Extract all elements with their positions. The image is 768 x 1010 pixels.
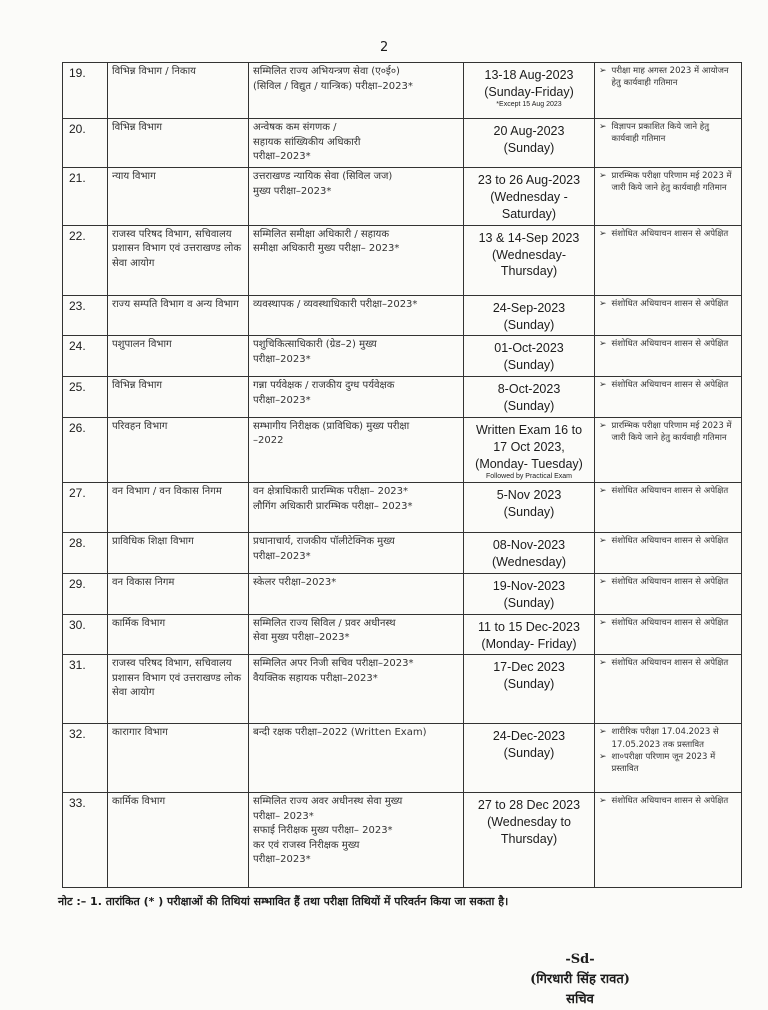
remarks-cell <box>595 483 742 533</box>
department-cell: न्याय विभाग <box>108 168 249 226</box>
exam-date-cell <box>464 655 595 724</box>
remark-item <box>599 121 737 146</box>
table-row <box>63 533 742 574</box>
department-cell: प्राविधिक शिक्षा विभाग <box>108 533 249 574</box>
exam-name-cell: अन्वेषक कम संगणक / सहायक सांख्यिकीय अधिकारी परीक्षा–2023* <box>249 119 464 168</box>
exam-date: 17-Dec 2023 (Sunday) <box>493 660 565 692</box>
exam-date: 08-Nov-2023 (Wednesday) <box>491 538 567 570</box>
remark-text: संशोधित अधियाचन शासन से अपेक्षित <box>611 380 729 391</box>
remark-text: संशोधित अधियाचन शासन से अपेक्षित <box>611 486 729 497</box>
serial-number: 21. <box>63 168 108 226</box>
exam-date-cell <box>464 336 595 377</box>
department-cell: कारागार विभाग <box>108 724 249 793</box>
department-cell: विभिन्न विभाग <box>108 377 249 418</box>
arrow-bullet-icon: ➢ <box>599 298 607 309</box>
table-row <box>63 793 742 888</box>
arrow-bullet-icon: ➢ <box>599 339 607 350</box>
table-row <box>63 63 742 119</box>
arrow-bullet-icon: ➢ <box>599 420 607 431</box>
exam-date-cell <box>464 614 595 655</box>
exam-date: Written Exam 16 to 17 Oct 2023, (Monday- Tuesday) <box>475 422 583 471</box>
department-cell: परिवहन विभाग <box>108 417 249 482</box>
remark-text: संशोधित अधियाचन शासन से अपेक्षित <box>611 658 729 669</box>
remarks-cell <box>595 724 742 793</box>
exam-date-note: Followed by Practical Exam <box>486 472 572 480</box>
document-body <box>58 62 742 1010</box>
remark-item <box>599 751 737 776</box>
exam-date-cell <box>464 225 595 295</box>
remark-text: संशोधित अधियाचन शासन से अपेक्षित <box>611 576 729 587</box>
exam-date-cell <box>464 793 595 888</box>
department-cell: वन विभाग / वन विकास निगम <box>108 483 249 533</box>
remark-text: परीक्षा माह अगस्त 2023 में आयोजन हेतु कार्यवाही गतिमान <box>611 66 729 89</box>
table-row <box>63 336 742 377</box>
serial-number: 28. <box>63 533 108 574</box>
remarks-cell <box>595 533 742 574</box>
exam-date-cell <box>464 483 595 533</box>
department-cell: वन विकास निगम <box>108 573 249 614</box>
remark-text: प्रारम्भिक परीक्षा परिणाम मई 2023 में जारी किये जाने हेतु कार्यवाही गतिमान <box>611 420 732 444</box>
serial-number: 31. <box>63 655 108 724</box>
remark-text: संशोधित अधियाचन शासन से अपेक्षित <box>611 298 729 309</box>
remark-item <box>599 485 737 498</box>
remark-item <box>599 657 737 670</box>
exam-name-cell: वन क्षेत्राधिकारी प्रारम्भिक परीक्षा– 2023* लौगिंग अधिकारी प्रारम्भिक परीक्षा– 2023* <box>249 483 464 533</box>
table-row <box>63 295 742 336</box>
exam-date: 23 to 26 Aug-2023 (Wednesday - Saturday) <box>477 173 581 221</box>
remark-text: संशोधित अधियाचन शासन से अपेक्षित <box>611 339 729 350</box>
remark-item <box>599 228 737 241</box>
remarks-cell <box>595 168 742 226</box>
exam-date: 01-Oct-2023 (Sunday) <box>494 341 564 373</box>
department-cell: कार्मिक विभाग <box>108 793 249 888</box>
exam-name-cell: सम्मिलित समीक्षा अधिकारी / सहायक समीक्षा अधिकारी मुख्य परीक्षा– 2023* <box>249 225 464 295</box>
remark-text: संशोधित अधियाचन शासन से अपेक्षित <box>611 617 729 628</box>
exam-name-cell: पशुचिकित्साधिकारी (ग्रेड–2) मुख्य परीक्षा–2023* <box>249 336 464 377</box>
remark-item <box>599 535 737 548</box>
exam-name-cell: सम्भागीय निरीक्षक (प्राविधिक) मुख्य परीक्षा –2022 <box>249 417 464 482</box>
remarks-cell <box>595 377 742 418</box>
exam-name-cell: गन्ना पर्यवेक्षक / राजकीय दुग्ध पर्यवेक्षक परीक्षा–2023* <box>249 377 464 418</box>
exam-date-cell <box>464 119 595 168</box>
remarks-cell <box>595 573 742 614</box>
exam-date-cell <box>464 724 595 793</box>
remark-item <box>599 65 737 90</box>
arrow-bullet-icon: ➢ <box>599 752 607 763</box>
table-row <box>63 119 742 168</box>
department-cell: विभिन्न विभाग / निकाय <box>108 63 249 119</box>
serial-number: 32. <box>63 724 108 793</box>
serial-number: 23. <box>63 295 108 336</box>
table-row <box>63 655 742 724</box>
exam-date-cell <box>464 533 595 574</box>
serial-number: 27. <box>63 483 108 533</box>
arrow-bullet-icon: ➢ <box>599 486 607 497</box>
remark-text: संशोधित अधियाचन शासन से अपेक्षित <box>611 228 729 239</box>
table-row <box>63 724 742 793</box>
exam-name-cell: प्रधानाचार्य, राजकीय पॉलीटेक्निक मुख्य परीक्षा–2023* <box>249 533 464 574</box>
table-row <box>63 225 742 295</box>
serial-number: 30. <box>63 614 108 655</box>
exam-date: 5-Nov 2023 (Sunday) <box>496 488 562 520</box>
remark-item <box>599 576 737 589</box>
arrow-bullet-icon: ➢ <box>599 66 607 76</box>
remarks-cell <box>595 793 742 888</box>
remark-text: संशोधित अधियाचन शासन से अपेक्षित <box>611 536 729 547</box>
arrow-bullet-icon: ➢ <box>599 171 607 181</box>
exam-date: 24-Dec-2023 (Sunday) <box>492 729 566 761</box>
exam-date-cell <box>464 295 595 336</box>
signatory-name: (गिरधारी सिंह रावत) <box>530 971 630 987</box>
arrow-bullet-icon: ➢ <box>599 727 607 738</box>
exam-name-cell: सम्मिलित अपर निजी सचिव परीक्षा–2023* वैयक्तिक सहायक परीक्षा–2023* <box>249 655 464 724</box>
department-cell: पशुपालन विभाग <box>108 336 249 377</box>
page-number: 2 <box>380 40 389 55</box>
remarks-cell <box>595 614 742 655</box>
signature-block <box>520 950 640 1010</box>
exam-name-cell: सम्मिलित राज्य अवर अधीनस्थ सेवा मुख्य परीक्षा– 2023* सफाई निरीक्षक मुख्य परीक्षा– 2023* कर एवं राजस्व निरीक्षक मुख्य परीक्षा–2023* <box>249 793 464 888</box>
table-row <box>63 573 742 614</box>
serial-number: 26. <box>63 417 108 482</box>
remarks-cell <box>595 225 742 295</box>
exam-date: 19-Nov-2023 (Sunday) <box>492 578 566 610</box>
exam-name-cell: सम्मिलित राज्य अभियन्त्रण सेवा (ए०ई०) (सिविल / विद्युत / यान्त्रिक) परीक्षा–2023* <box>249 63 464 119</box>
signed-mark: -Sd- <box>565 951 595 967</box>
remark-item <box>599 298 737 311</box>
footnote: नोट :– 1. तारांकित (* ) परीक्षाओं की तिथियां सम्भावित हैं तथा परीक्षा तिथियों में परिवर्तन किया जा सकता है। <box>58 895 509 909</box>
exam-name-cell: स्केलर परीक्षा–2023* <box>249 573 464 614</box>
table-row <box>63 168 742 226</box>
exam-name-cell: व्यवस्थापक / व्यवस्थाधिकारी परीक्षा–2023* <box>249 295 464 336</box>
remark-text: विज्ञापन प्रकाशित किये जाने हेतु कार्यवाही गतिमान <box>611 122 710 145</box>
arrow-bullet-icon: ➢ <box>599 380 607 391</box>
table-row <box>63 483 742 533</box>
exam-schedule-table <box>62 62 742 888</box>
exam-date: 13-18 Aug-2023 (Sunday-Friday) <box>484 68 574 99</box>
remark-text: शा०परीक्षा परिणाम जून 2023 में प्रस्तावित <box>611 752 716 775</box>
exam-date-cell <box>464 573 595 614</box>
serial-number: 22. <box>63 225 108 295</box>
exam-date-note: *Except 15 Aug 2023 <box>496 100 562 108</box>
table-row <box>63 614 742 655</box>
remark-item <box>599 379 737 392</box>
department-cell: राजस्व परिषद विभाग, सचिवालय प्रशासन विभाग एवं उत्तराखण्ड लोक सेवा आयोग <box>108 655 249 724</box>
serial-number: 33. <box>63 793 108 888</box>
arrow-bullet-icon: ➢ <box>599 228 607 239</box>
exam-date-cell <box>464 168 595 226</box>
exam-name-cell: उत्तराखण्ड न्यायिक सेवा (सिविल जज) मुख्य परीक्षा–2023* <box>249 168 464 226</box>
serial-number: 20. <box>63 119 108 168</box>
serial-number: 19. <box>63 63 108 119</box>
remarks-cell <box>595 119 742 168</box>
arrow-bullet-icon: ➢ <box>599 536 607 547</box>
serial-number: 29. <box>63 573 108 614</box>
exam-date: 24-Sep-2023 (Sunday) <box>492 300 566 332</box>
exam-name-cell: सम्मिलित राज्य सिविल / प्रवर अधीनस्थ सेवा मुख्य परीक्षा–2023* <box>249 614 464 655</box>
remark-item <box>599 726 737 751</box>
exam-name-cell: बन्दी रक्षक परीक्षा–2022 (Written Exam) <box>249 724 464 793</box>
remark-item <box>599 795 737 808</box>
arrow-bullet-icon: ➢ <box>599 796 607 807</box>
table-row <box>63 417 742 482</box>
remarks-cell <box>595 655 742 724</box>
remark-text: प्रारम्भिक परीक्षा परिणाम मई 2023 में जारी किये जाने हेतु कार्यवाही गतिमान <box>611 171 732 194</box>
remark-text: संशोधित अधियाचन शासन से अपेक्षित <box>611 796 729 807</box>
arrow-bullet-icon: ➢ <box>599 617 607 628</box>
exam-date: 27 to 28 Dec 2023 (Wednesday to Thursday) <box>477 798 581 847</box>
serial-number: 24. <box>63 336 108 377</box>
remarks-cell <box>595 63 742 119</box>
remarks-cell <box>595 417 742 482</box>
remark-item <box>599 617 737 630</box>
department-cell: कार्मिक विभाग <box>108 614 249 655</box>
exam-date-cell <box>464 63 595 119</box>
remarks-cell <box>595 336 742 377</box>
exam-date-cell <box>464 377 595 418</box>
exam-date: 8-Oct-2023 (Sunday) <box>497 382 561 413</box>
department-cell: विभिन्न विभाग <box>108 119 249 168</box>
arrow-bullet-icon: ➢ <box>599 658 607 669</box>
signatory-designation: सचिव <box>566 992 594 1008</box>
remark-item <box>599 420 737 445</box>
remark-item <box>599 338 737 351</box>
department-cell: राजस्व परिषद विभाग, सचिवालय प्रशासन विभाग एवं उत्तराखण्ड लोक सेवा आयोग <box>108 225 249 295</box>
remark-text: शारीरिक परीक्षा 17.04.2023 से 17.05.2023 तक प्रस्तावित <box>611 727 719 750</box>
arrow-bullet-icon: ➢ <box>599 576 607 587</box>
exam-date: 20 Aug-2023 (Sunday) <box>493 124 565 155</box>
table-row <box>63 377 742 418</box>
remark-item <box>599 170 737 195</box>
exam-date: 13 & 14-Sep 2023 (Wednesday- Thursday) <box>478 230 580 279</box>
remarks-cell <box>595 295 742 336</box>
arrow-bullet-icon: ➢ <box>599 122 607 132</box>
department-cell: राज्य सम्पति विभाग व अन्य विभाग <box>108 295 249 336</box>
exam-date: 11 to 15 Dec-2023 (Monday- Friday) <box>478 619 580 651</box>
serial-number: 25. <box>63 377 108 418</box>
exam-date-cell <box>464 417 595 482</box>
